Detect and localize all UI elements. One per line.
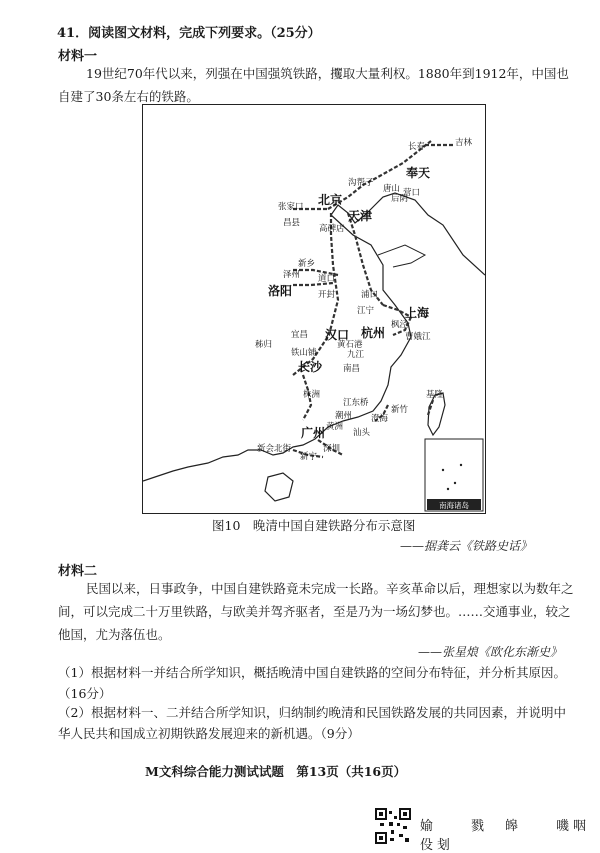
material-two-heading: 材料二 — [58, 564, 98, 579]
material-two-source: ——张星烺《欧化东渐史》 — [418, 645, 563, 659]
city-label-gaobeidian: 高碑店 — [319, 224, 345, 234]
city-label-changsha: 长沙 — [298, 360, 323, 374]
city-label-yingkou: 营口 — [403, 188, 421, 198]
city-label-zigui: 秭归 — [255, 340, 273, 350]
city-label-luoyang: 洛阳 — [268, 284, 293, 298]
city-label-pukou: 浦口 — [361, 290, 379, 300]
city-label-nanchang: 南昌 — [343, 364, 361, 374]
city-label-changxin: 昌县 — [283, 218, 301, 228]
city-label-chaozhou: 潮州 — [335, 411, 353, 421]
city-label-xinxiang: 新乡 — [298, 259, 316, 269]
material-two-text: 民国以来，日事政争，中国自建铁路竟未完成一长路。辛亥革命以后，理想家以为数年之间，可以完成二十万里铁路，与欧美并驾齐驱者，至是乃为一场幻梦也。……交通事业，较之他国，尤为落伍也。 — [58, 581, 574, 642]
city-label-huangshigang: 黄石港 — [337, 340, 363, 350]
city-label-shantou: 汕头 — [353, 428, 371, 438]
city-label-tieshanpu: 铁山铺 — [291, 348, 317, 358]
city-label-jiangdongqiao: 江东桥 — [343, 398, 369, 408]
city-label-huangzhou: 黄洲 — [326, 422, 344, 432]
city-label-tangshan: 唐山 — [383, 184, 401, 194]
peninsula — [378, 245, 425, 267]
city-label-fengjing: 枫泾 — [391, 320, 409, 330]
city-label-daokou: 道口 — [318, 274, 336, 284]
city-label-jiangning: 江宁 — [357, 306, 375, 316]
question-title: 41．阅读图文材料，完成下列要求。（25分） — [57, 26, 321, 41]
page-footer: M文科综合能力测试试题 第13页（共16页） — [145, 764, 407, 779]
city-label-kaifeng: 开封 — [318, 290, 336, 300]
figure-source: ——据龚云《铁路史话》 — [400, 539, 533, 553]
city-label-xinning: 新宁 — [300, 452, 318, 462]
city-label-guangzhou: 广州 — [301, 426, 326, 440]
city-label-chenghai: 澄海 — [371, 414, 389, 424]
city-label-xinhuibeijie: 新会北街 — [257, 444, 292, 454]
qr-code-icon — [375, 808, 411, 844]
city-label-goubangzi: 沟帮子 — [348, 178, 374, 188]
city-label-caoejiang: 曹娥江 — [405, 332, 431, 342]
city-label-houmen: 后阴 — [391, 194, 409, 204]
city-label-beijing: 北京 — [318, 193, 343, 207]
footer-note: 媮 戮 皞 嘰咽伇刬 — [420, 819, 591, 853]
railway-map-svg — [143, 105, 485, 513]
city-label-zhangjiakou: 张家口 — [278, 202, 304, 212]
city-label-xinzhu: 新竹 — [391, 405, 409, 415]
inset-label: 南海诸岛 — [439, 501, 469, 510]
city-label-jiujiang: 九江 — [347, 350, 365, 360]
material-one-heading: 材料一 — [58, 49, 98, 64]
city-label-shenzhen: 深圳 — [323, 444, 341, 454]
city-label-hankou: 汉口 — [325, 328, 350, 342]
material-one-text: 19世纪70年代以来，列强在中国强筑铁路，攫取大量利权。1880年到1912年，中国也自建了30条左右的铁路。 — [58, 66, 569, 104]
railway-map — [142, 104, 486, 514]
city-label-changchun: 长春 — [408, 142, 426, 152]
city-label-zhuzhou: 株洲 — [303, 390, 321, 400]
city-label-jilong: 基隆 — [426, 390, 444, 400]
city-label-yichang: 宜昌 — [291, 330, 309, 340]
city-label-tianjin: 天津 — [348, 209, 373, 223]
figure-caption: 图10 晚清中国自建铁路分布示意图 — [212, 518, 416, 533]
city-label-fengtian: 奉天 — [406, 166, 431, 180]
south-china-sea-inset — [425, 439, 483, 511]
hainan-island — [265, 473, 293, 501]
city-label-hangzhou: 杭州 — [361, 326, 386, 340]
city-label-jilin: 吉林 — [455, 138, 473, 148]
city-label-shanghai: 上海 — [405, 306, 430, 320]
question-one: （1）根据材料一并结合所学知识，概括晚清中国自建铁路的空间分布特征，并分析其原因。（16分） — [58, 665, 566, 701]
question-two: （2）根据材料一、二并结合所学知识，归纳制约晚清和民国铁路发展的共同因素，并说明中华人民共和国成立初期铁路发展迎来的新机遇。（9分） — [58, 705, 566, 741]
city-label-zezhou: 泽州 — [283, 270, 301, 280]
